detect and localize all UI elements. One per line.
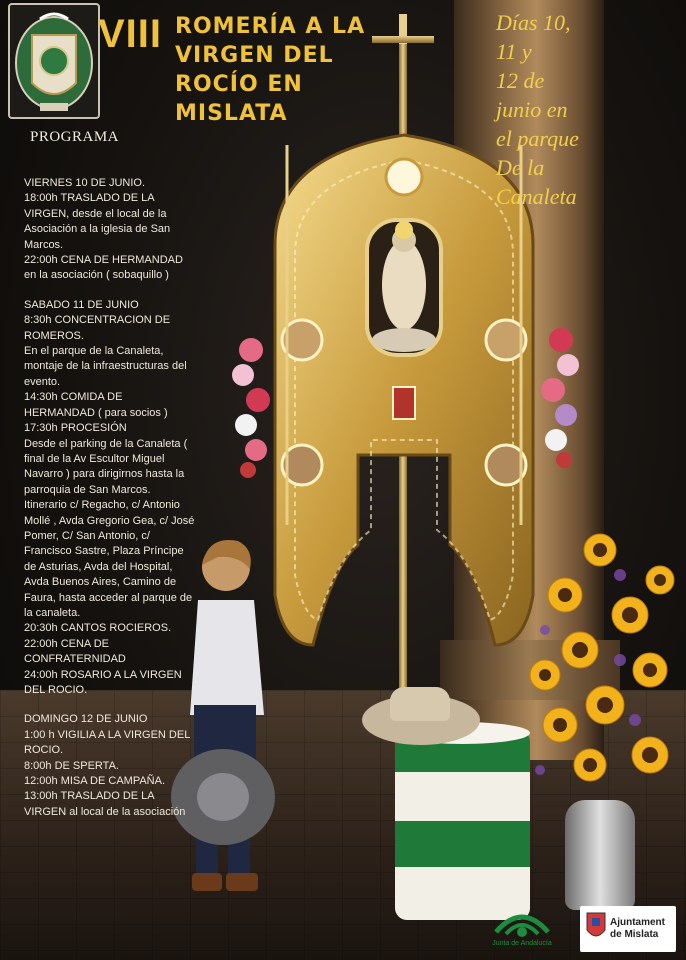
hat-crown [390, 687, 450, 721]
day-heading: DOMINGO 12 DE JUNIO [24, 713, 148, 726]
day-heading: SABADO 11 DE JUNIO [24, 298, 139, 311]
program-line: 24:00h ROSARIO A LA VIRGEN DEL ROCIO. [24, 668, 182, 696]
mislata-line-1: Ajuntament [610, 917, 665, 928]
silver-vase [565, 800, 635, 910]
ajuntament-mislata-logo [580, 906, 676, 952]
edition-number: VIII [98, 12, 163, 56]
brotherhood-emblem [8, 3, 100, 119]
day-heading: VIERNES 10 DE JUNIO. [24, 177, 146, 189]
sunflower-arrangement [520, 520, 680, 810]
program-line: 14:30h COMIDA DE HERMANDAD ( para socios ) [24, 391, 168, 419]
mislata-line-2: de Mislata [610, 929, 659, 940]
event-dates: Días 10, 11 y 12 de junio en el parque De la Canaleta [496, 10, 579, 209]
program-line: 8:00h DE SPERTA. [24, 759, 119, 772]
flower-garland-right [538, 320, 584, 470]
program-line: 18:00h TRASLADO DE LA VIRGEN, desde el local de la Asociación a la iglesia de San Marcos. [24, 192, 171, 251]
program-line: 1:00 h VIGILIA A LA VIRGEN DEL ROCIO. [24, 728, 190, 757]
rociero-drum [395, 730, 530, 920]
program-line: 13:00h TRASLADO DE LA VIRGEN al local de la asociación [24, 790, 186, 818]
program-line: 20:30h CANTOS ROCIEROS. [24, 622, 172, 635]
junta-andalucia-text: Junta de Andalucía [492, 940, 552, 947]
program-line: 17:30h PROCESIÓN [24, 422, 127, 435]
program-line: En el parque de la Canaleta, montaje de la infraestructuras del evento. [24, 345, 187, 388]
program-line: 8:30h CONCENTRACION DE ROMEROS. [24, 314, 171, 342]
poster-title: ROMERÍA A LA VIRGEN DEL ROCÍO EN MISLATA [175, 14, 366, 126]
program-line: 22:00h CENA DE CONFRATERNIDAD [24, 637, 126, 666]
program-line: 22:00h CENA DE HERMANDAD en la asociación ( sobaquillo ) [24, 254, 183, 282]
program-line: Desde el parking de la Canaleta ( final de la Av Escultor Miguel Navarro ) para dirigirnos hasta la parroquia de San Marcos. Itinerario c/ Regacho, c/ Antonio Mollé , Avda Gregorio Gea, c/ José Pomer, C/ San Antonio, c/ Francisco Sastre, Plaza Príncipe de Asturias, Avda del Hospital, Avda Buenos Aires, Camino de Faura, hasta acceder al parque de la canaleta. [24, 437, 195, 619]
program-schedule [24, 176, 196, 820]
mislata-shield-icon [586, 912, 606, 942]
programa-label: PROGRAMA [30, 129, 120, 145]
program-line: 12:00h MISA DE CAMPAÑA. [24, 775, 166, 788]
flower-garland-left [228, 330, 274, 480]
